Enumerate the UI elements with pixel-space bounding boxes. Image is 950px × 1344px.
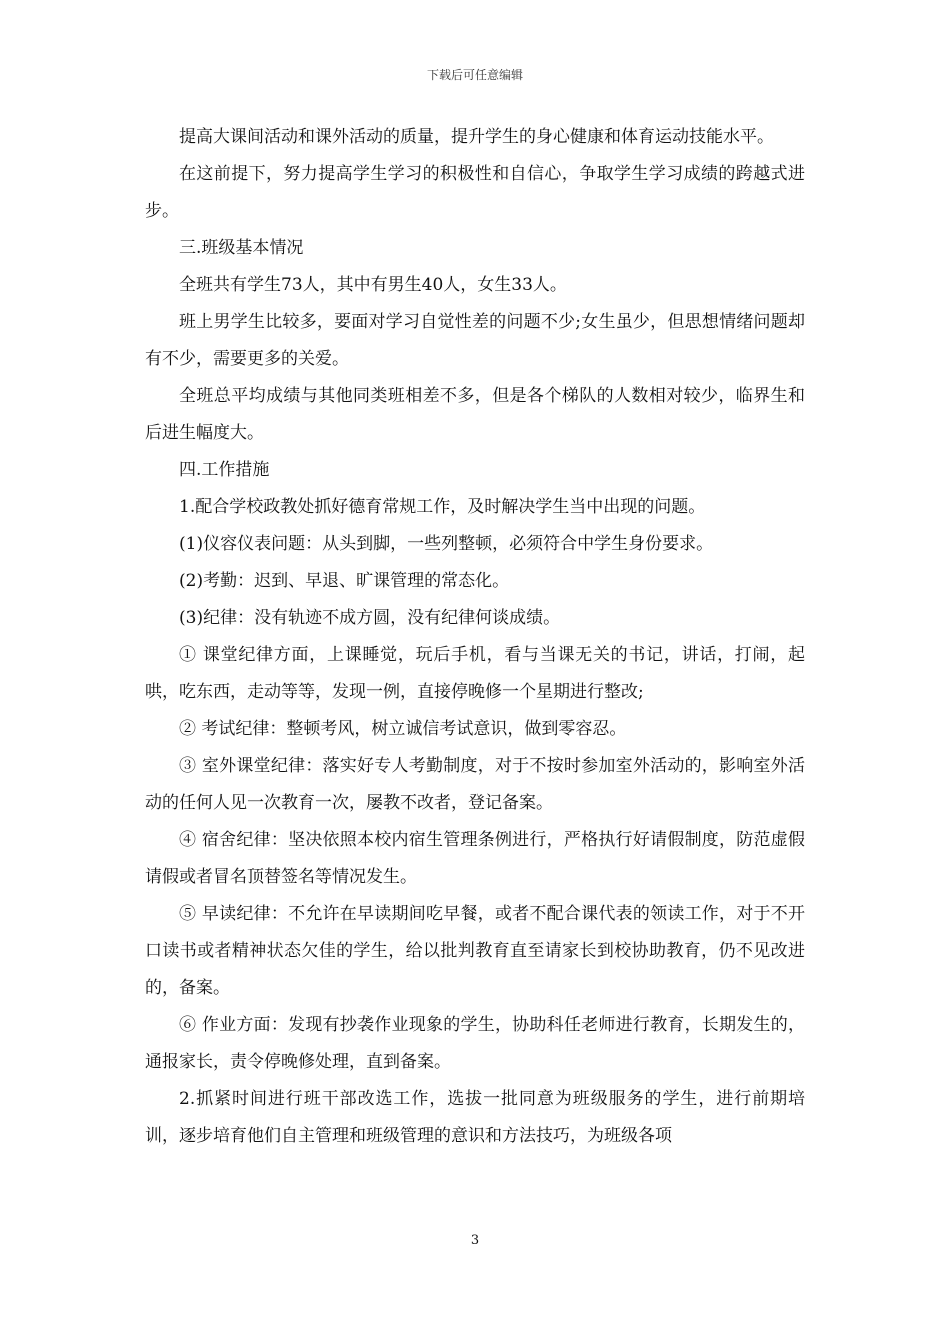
page-header: 下载后可任意编辑	[426, 68, 523, 82]
paragraph: 班上男学生比较多，要面对学习自觉性差的问题不少;女生虽少，但思想情绪问题却有不少，需要更多的关爱。	[145, 312, 805, 369]
list-item: ① 课堂纪律方面，上课睡觉，玩后手机，看与当课无关的书记，讲话，打闹，起哄，吃东西，走动等等，发现一例，直接停晚修一个星期进行整改;	[145, 645, 805, 702]
list-item: ④ 宿舍纪律：坚决依照本校内宿生管理条例进行，严格执行好请假制度，防范虚假请假或者冒名顶替签名等情况发生。	[145, 830, 805, 887]
document-body	[145, 119, 805, 1155]
section-heading: 四.工作措施	[179, 460, 270, 480]
list-item: (3)纪律：没有轨迹不成方圆，没有纪律何谈成绩。	[179, 608, 561, 628]
list-item: ⑤ 早读纪律：不允许在早读期间吃早餐，或者不配合课代表的领读工作，对于不开口读书或者精神状态欠佳的学生，给以批判教育直至请家长到校协助教育，仍不见改进的，备案。	[145, 904, 805, 998]
paragraph: 在这前提下，努力提高学生学习的积极性和自信心，争取学生学习成绩的跨越式进步。	[145, 164, 805, 221]
paragraph: 2.抓紧时间进行班干部改选工作，选拔一批同意为班级服务的学生，进行前期培训，逐步培育他们自主管理和班级管理的意识和方法技巧，为班级各项	[145, 1089, 805, 1146]
paragraph: 1.配合学校政教处抓好德育常规工作，及时解决学生当中出现的问题。	[179, 497, 706, 517]
list-item: (2)考勤：迟到、早退、旷课管理的常态化。	[179, 571, 510, 591]
section-heading: 三.班级基本情况	[179, 238, 304, 258]
list-item: (1)仪容仪表问题：从头到脚，一些列整顿，必须符合中学生身份要求。	[179, 534, 714, 554]
paragraph: 提高大课间活动和课外活动的质量，提升学生的身心健康和体育运动技能水平。	[179, 127, 774, 147]
list-item: ② 考试纪律：整顿考风，树立诚信考试意识，做到零容忍。	[179, 719, 627, 739]
page-number: 3	[470, 1233, 480, 1248]
paragraph: 全班总平均成绩与其他同类班相差不多，但是各个梯队的人数相对较少，临界生和后进生幅度大。	[145, 386, 805, 443]
list-item: ③ 室外课堂纪律：落实好专人考勤制度，对于不按时参加室外活动的，影响室外活动的任何人见一次教育一次，屡教不改者，登记备案。	[145, 756, 805, 813]
paragraph: 全班共有学生73人，其中有男生40人，女生33人。	[179, 275, 567, 295]
list-item: ⑥ 作业方面：发现有抄袭作业现象的学生，协助科任老师进行教育，长期发生的，通报家长，责令停晚修处理，直到备案。	[145, 1015, 805, 1072]
